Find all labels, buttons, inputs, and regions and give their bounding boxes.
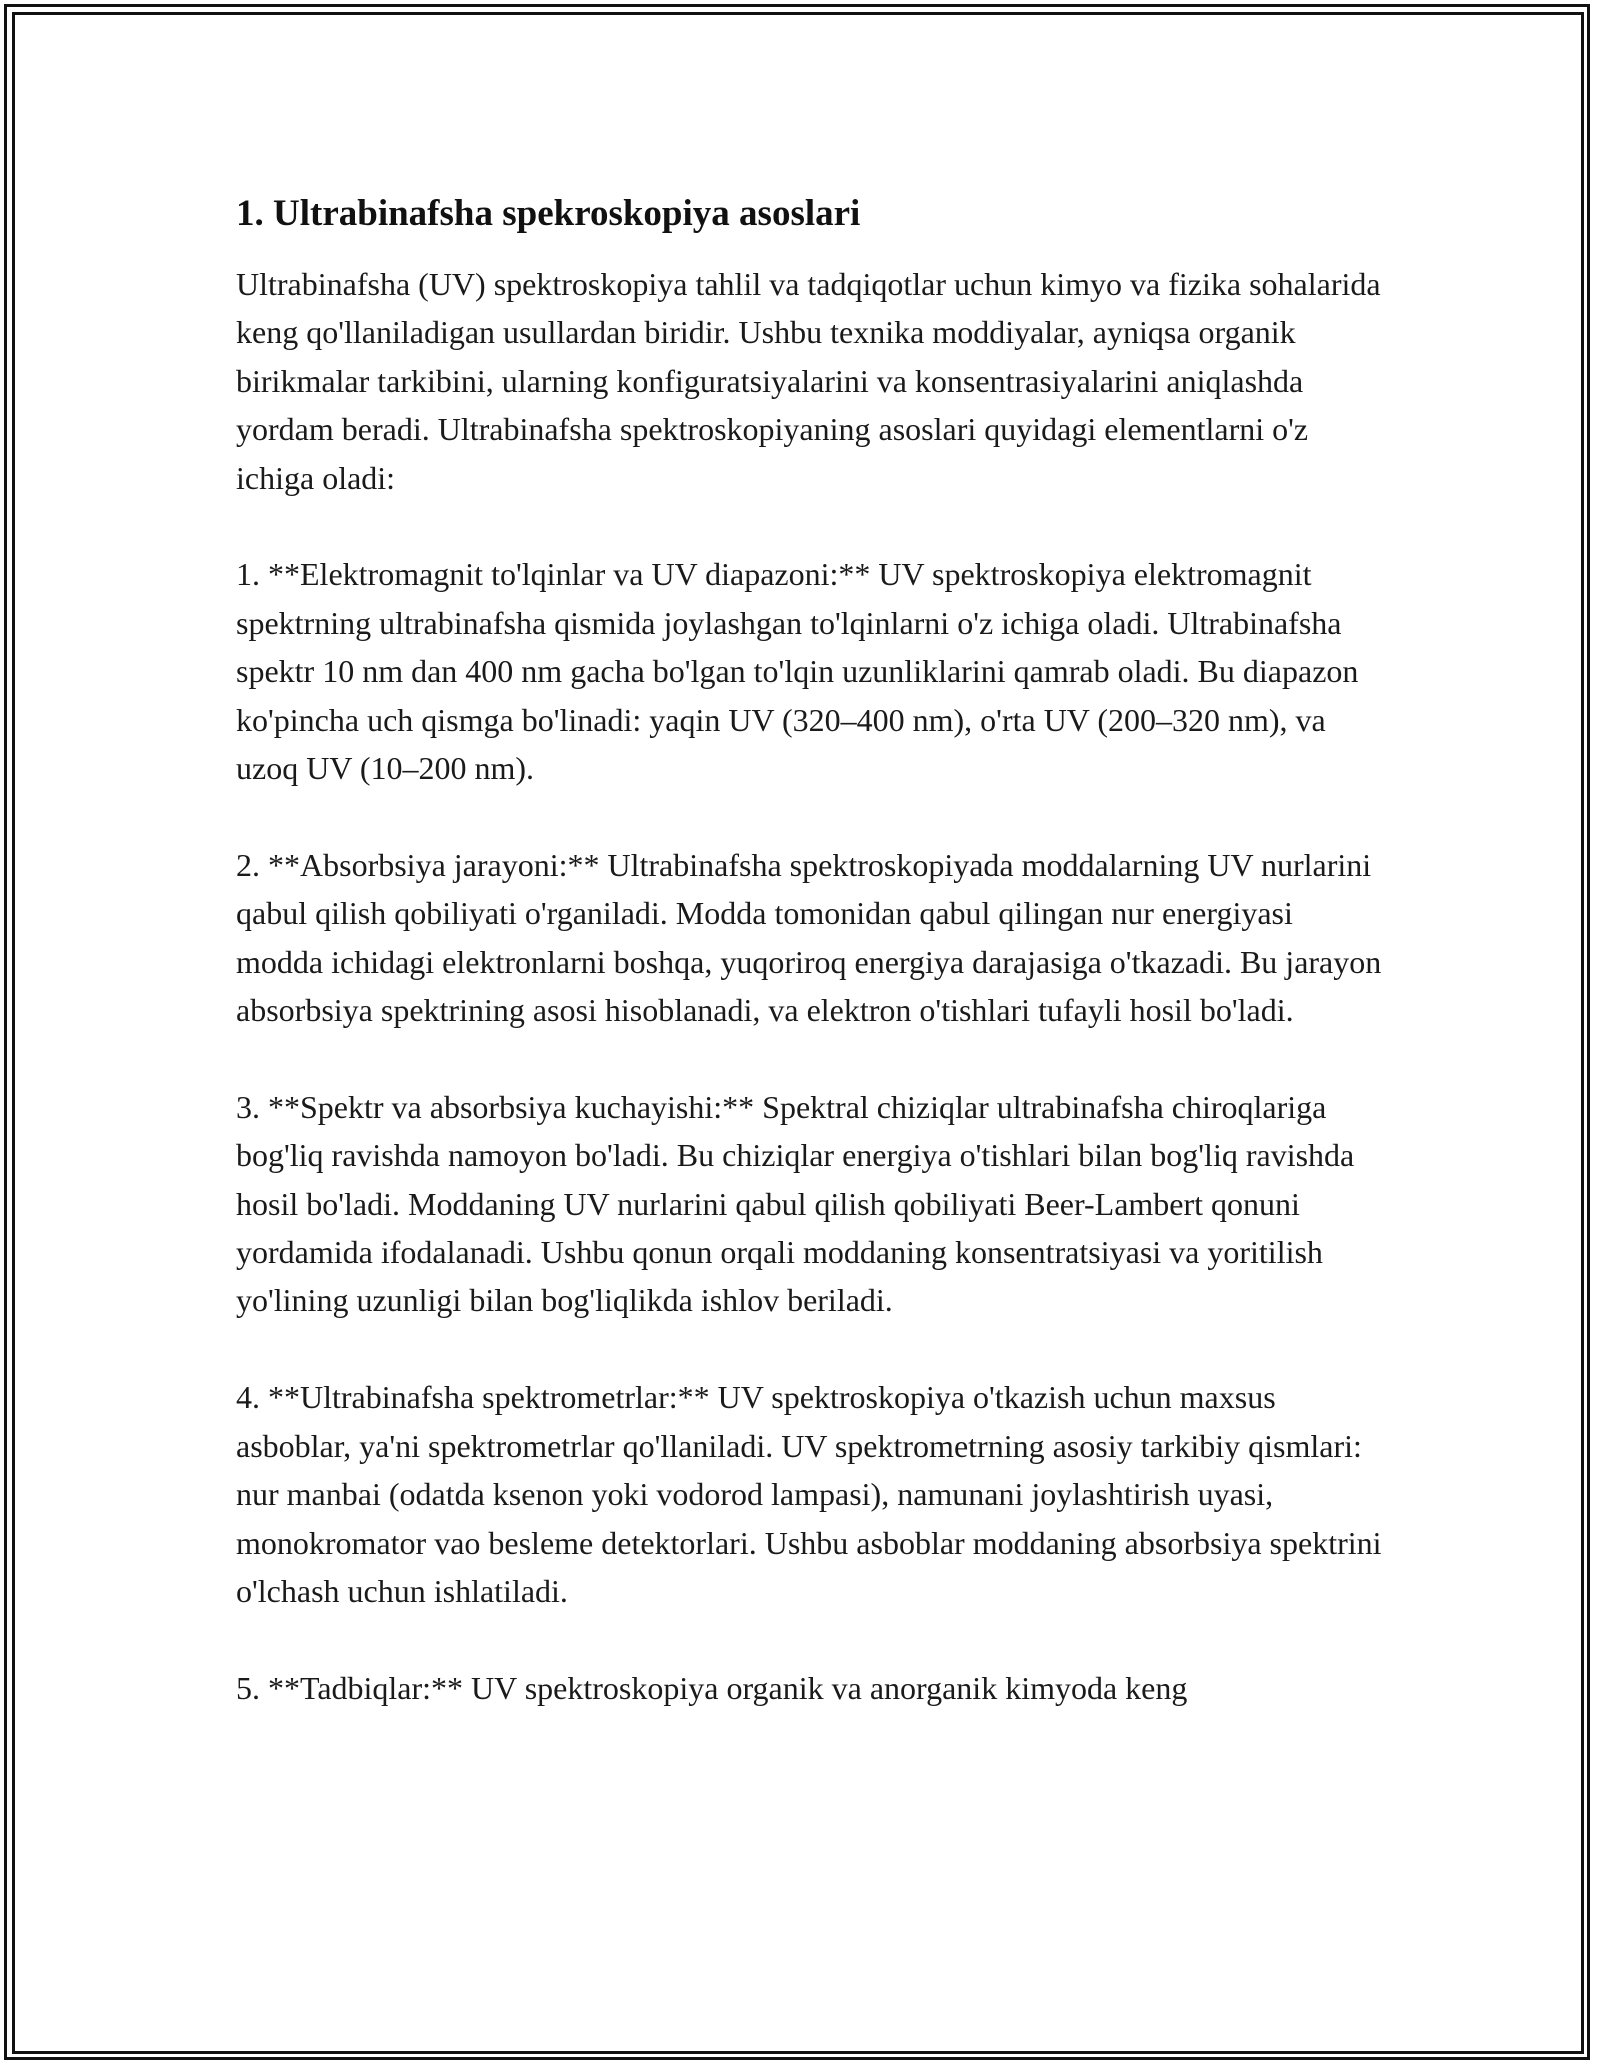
intro-paragraph: Ultrabinafsha (UV) spektroskopiya tahlil va tadqiqotlar uchun kimyo va fizika sohalarida keng qo'llaniladigan usullardan biridir. Ushbu texnika moddiyalar, ayniqsa organik birikmalar tarkibini, ularning konfiguratsiyalarini va konsentrasiyalarini aniqlashda yordam beradi. Ultrabinafsha spektroskopiyaning asoslari quyidagi elementlarni o'z ichiga oladi: bbox=[236, 266, 1381, 496]
list-item-absorption-process: 2. **Absorbsiya jarayoni:** Ultrabinafsha spektroskopiyada moddalarning UV nurlarini qabul qilish qobiliyati o'rganiladi. Modda tomonidan qabul qilingan nur energiyasi modda ichidagi elektronlarni boshqa, yuqoriroq energiya darajasiga o'tkazadi. Bu jarayon absorbsiya spektrining asosi hisoblanadi, va elektron o'tishlari tufayli hosil bo'ladi. bbox=[236, 846, 1382, 1029]
section-heading: 1. Ultrabinafsha spekroskopiya asoslari bbox=[236, 193, 861, 234]
list-item-electromagnetic-waves: 1. **Elektromagnit to'lqinlar va UV diapazoni:** UV spektroskopiya elektromagnit spektrning ultrabinafsha qismida joylashgan to'lqinlarni o'z ichiga oladi. Ultrabinafsha spektr 10 nm dan 400 nm gacha bo'lgan to'lqin uzunliklarini qamrab oladi. Bu diapazon ko'pincha uch qismga bo'linadi: yaqin UV (320–400 nm), o'rta UV (200–320 nm), va uzoq UV (10–200 nm). bbox=[236, 556, 1359, 787]
document-body bbox=[236, 190, 1386, 1761]
list-item-spectrum-absorption: 3. **Spektr va absorbsiya kuchayishi:** Spektral chiziqlar ultrabinafsha chiroqlariga bog'liq ravishda namoyon bo'ladi. Bu chiziqlar energiya o'tishlari bilan bog'liq ravishda hosil bo'ladi. Moddaning UV nurlarini qabul qilish qobiliyati Beer-Lambert qonuni yordamida ifodalanadi. Ushbu qonun orqali moddaning konsentratsiyasi va yoritilish yo'lining uzunligi bilan bog'liqlikda ishlov beriladi. bbox=[236, 1088, 1355, 1319]
list-item-spectrometers: 4. **Ultrabinafsha spektrometrlar:** UV spektroskopiya o'tkazish uchun maxsus asboblar, ya'ni spektrometrlar qo'llaniladi. UV spektrometrning asosiy tarkibiy qismlari: nur manbai (odatda ksenon yoki vodorod lampasi), namunani joylashtirish uyasi, monokromator vao besleme detektorlari. Ushbu asboblar moddaning absorbsiya spektrini o'lchash uchun ishlatiladi. bbox=[236, 1379, 1382, 1609]
list-item-applications: 5. **Tadbiqlar:** UV spektroskopiya organik va anorganik kimyoda keng bbox=[236, 1669, 1188, 1706]
